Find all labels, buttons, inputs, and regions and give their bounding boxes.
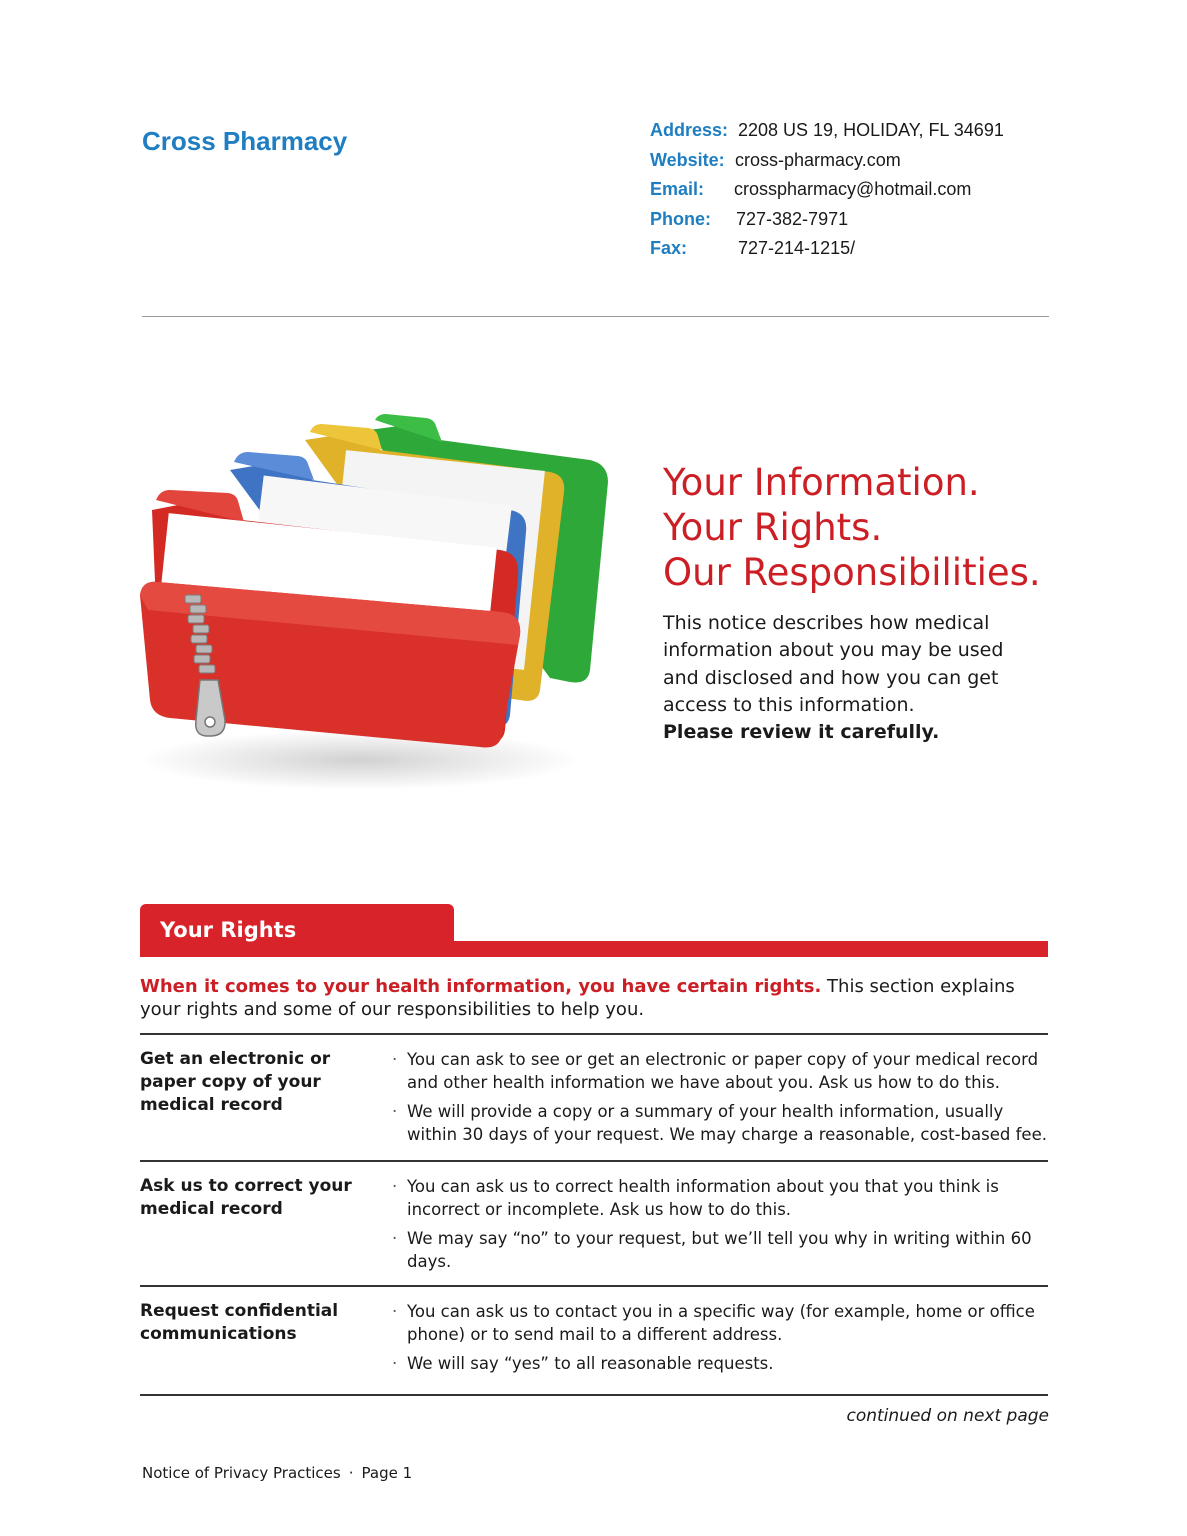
headline-line: Our Responsibilities. (663, 551, 1041, 594)
lead-emphasis: When it comes to your health information, you have certain rights. (140, 976, 822, 997)
contact-label: Address: (650, 120, 729, 140)
bullet-item: · We may say “no” to your request, but we’ll tell you why in writing within 60 days. (390, 1227, 1050, 1273)
email-link[interactable]: crosspharmacy@hotmail.com (734, 179, 972, 199)
contact-label: Phone: (650, 208, 711, 229)
bullet-item: · We will say “yes” to all reasonable requests. (390, 1352, 1050, 1375)
fax-value: 727-214-1215/ (738, 238, 856, 258)
contact-label: Fax: (650, 238, 688, 258)
row-bullets (390, 1175, 1050, 1279)
phone-value: 727-382-7971 (736, 208, 849, 229)
contact-label: Email: (650, 179, 705, 199)
divider (140, 1160, 1048, 1162)
contact-website (650, 148, 1004, 178)
row-bullets (390, 1300, 1050, 1381)
bullet-item: · You can ask us to correct health information about you that you think is incorrect or incomplete. Ask us how to do this. (390, 1175, 1050, 1221)
continued-note: continued on next page (846, 1406, 1049, 1426)
contact-fax (650, 236, 1004, 266)
footer-separator: · (348, 1464, 354, 1482)
folders-icon (130, 400, 620, 800)
pharmacy-name: Cross Pharmacy (142, 126, 348, 156)
page-number: Page 1 (361, 1464, 413, 1482)
row-title: Ask us to correct your medical record (140, 1176, 352, 1219)
hero-headline (663, 460, 1041, 595)
section-title: Your Rights (160, 918, 297, 942)
intro-text: This notice describes how medical information about you may be used and disclosed and how you can get access to this information. (663, 612, 1004, 716)
header-divider (142, 316, 1049, 317)
lead-text: This section explains your rights and some of our responsibilities to help you. (140, 976, 1015, 1020)
contact-value: 2208 US 19, HOLIDAY, FL 34691 (738, 120, 1004, 140)
contact-block (650, 118, 1004, 266)
contact-address (650, 118, 1004, 148)
bullet-item: · We will provide a copy or a summary of your health information, usually within 30 days of your request. We may charge a reasonable, cost-based fee. (390, 1100, 1050, 1146)
row-bullets (390, 1048, 1050, 1152)
divider (140, 1033, 1048, 1035)
hero-intro (663, 610, 1023, 746)
headline-line: Your Information. (663, 461, 980, 504)
row-title: Get an electronic or paper copy of your medical record (140, 1049, 331, 1115)
section-lead (140, 975, 1050, 1021)
contact-email (650, 177, 1004, 207)
footer-doc-title: Notice of Privacy Practices (142, 1464, 341, 1482)
headline-line: Your Rights. (663, 506, 883, 549)
bullet-item: · You can ask to see or get an electronic or paper copy of your medical record and other health information we have about you. Ask us how to do this. (390, 1048, 1050, 1094)
bullet-item: · You can ask us to contact you in a specific way (for example, home or office phone) or to send mail to a different address. (390, 1300, 1050, 1346)
divider (140, 1394, 1048, 1396)
row-title: Request confidential communications (140, 1301, 339, 1344)
intro-bold: Please review it carefully. (663, 721, 940, 744)
website-link[interactable]: cross-pharmacy.com (735, 149, 901, 170)
contact-label: Website: (650, 149, 725, 170)
contact-phone (650, 207, 1004, 237)
page-footer (142, 1464, 412, 1482)
divider (140, 1285, 1048, 1287)
